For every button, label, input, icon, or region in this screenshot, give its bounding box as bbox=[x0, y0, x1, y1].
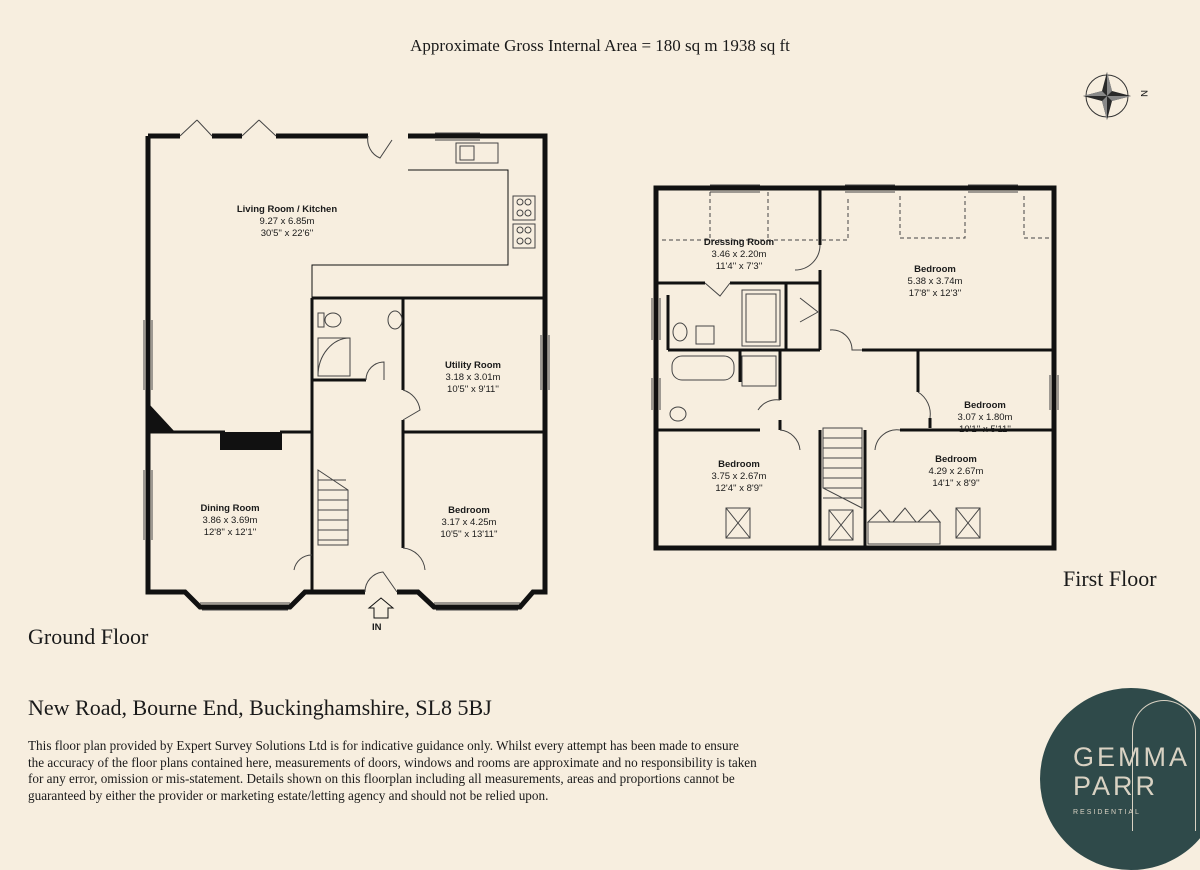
first-floor-room-5-name: Bedroom bbox=[935, 454, 977, 465]
ground-floor-room-1-imperial: 30'5'' x 22'6'' bbox=[260, 228, 314, 239]
first-floor-room-4-name: Bedroom bbox=[718, 459, 760, 470]
ground-floor-room-2-name: Utility Room bbox=[445, 360, 501, 371]
first-floor-room-4-imperial: 12'4'' x 8'9'' bbox=[715, 483, 763, 494]
first-floor-room-1-name: Dressing Room bbox=[703, 237, 775, 248]
first-floor-room-2-name: Bedroom bbox=[914, 264, 956, 275]
compass-rose-icon bbox=[1083, 72, 1131, 120]
first-floor-room-2-imperial: 17'8'' x 12'3'' bbox=[908, 288, 962, 299]
ground-floor-room-1-metric: 9.27 x 6.85m bbox=[259, 216, 315, 227]
first-floor-room-1-metric: 3.46 x 2.20m bbox=[711, 249, 767, 260]
ground-floor-room-3-imperial: 12'8'' x 12'1'' bbox=[203, 527, 257, 538]
first-floor-room-5-metric: 4.29 x 2.67m bbox=[928, 466, 984, 477]
first-floor-room-3-imperial: 10'1'' x 5'11'' bbox=[959, 424, 1011, 435]
ground-floor-room-2-metric: 3.18 x 3.01m bbox=[445, 372, 501, 383]
first-floor-room-3-metric: 3.07 x 1.80m bbox=[957, 412, 1013, 423]
disclaimer-text: This floor plan provided by Expert Survey Solutions Ltd is for indicative guidance only. Whilst every attempt has been made to ensure the accuracy of the floor plans contained here, measurements of doors, windows and rooms are approximate and no responsibility is taken for any error, omission or mis-statement. Details shown on this floorplan including all measurements, areas and proportions cannot be guaranteed by either the provider or marketing estate/letting agency and should not be relied upon. bbox=[28, 738, 757, 803]
compass-north-label: N bbox=[1138, 90, 1149, 97]
ground-floor-room-4-name: Bedroom bbox=[448, 505, 490, 516]
first-floor-room-4-metric: 3.75 x 2.67m bbox=[711, 471, 767, 482]
ground-floor-room-3-name: Dining Room bbox=[200, 503, 260, 514]
area-heading: Approximate Gross Internal Area = 180 sq m 1938 sq ft bbox=[410, 36, 790, 55]
ground-floor-room-3-metric: 3.86 x 3.69m bbox=[202, 515, 258, 526]
entrance-label: IN bbox=[372, 622, 382, 633]
property-address: New Road, Bourne End, Buckinghamshire, SL8 5BJ bbox=[28, 695, 492, 720]
first-floor-room-2-metric: 5.38 x 3.74m bbox=[907, 276, 963, 287]
logo-line1: GEMMA bbox=[1073, 742, 1191, 772]
ground-floor-room-4-imperial: 10'5'' x 13'11'' bbox=[440, 529, 498, 540]
logo-subtitle: RESIDENTIAL bbox=[1073, 809, 1141, 816]
ground-floor-room-1-name: Living Room / Kitchen bbox=[236, 204, 338, 215]
entrance-arrow-icon bbox=[369, 598, 393, 618]
logo-line2: PARR bbox=[1073, 771, 1159, 801]
ground-floor-label: Ground Floor bbox=[28, 624, 149, 649]
first-floor-room-5-imperial: 14'1'' x 8'9'' bbox=[932, 478, 980, 489]
first-floor-room-3-name: Bedroom bbox=[964, 400, 1006, 411]
first-floor-room-1-imperial: 11'4'' x 7'3'' bbox=[715, 261, 763, 272]
ground-floor-room-4-metric: 3.17 x 4.25m bbox=[441, 517, 497, 528]
ground-floor-room-2-imperial: 10'5'' x 9'11'' bbox=[447, 384, 499, 395]
first-floor-label: First Floor bbox=[1063, 566, 1157, 591]
